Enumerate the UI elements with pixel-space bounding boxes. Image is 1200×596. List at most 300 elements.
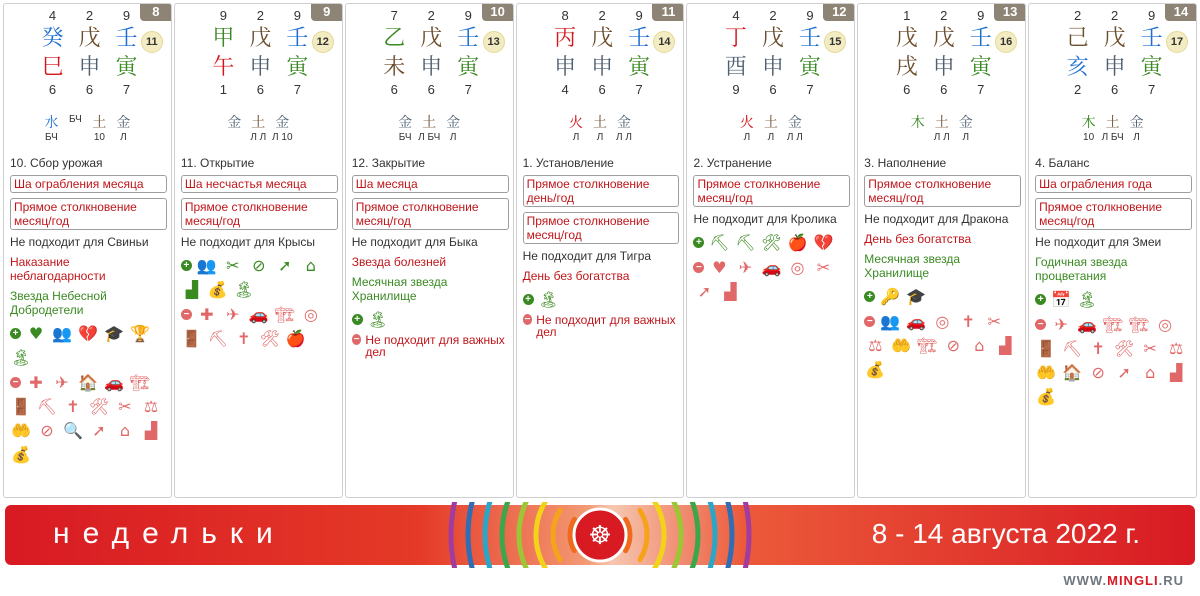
door-icon: 🚪 <box>11 397 31 416</box>
element-glyph: 金 <box>1129 115 1144 131</box>
scissors-icon: ✂ <box>226 256 240 275</box>
earthly-branch: 巳 <box>41 55 64 80</box>
pillar-bottom-number: 6 <box>598 82 606 97</box>
hidden-stem <box>40 114 62 144</box>
sha-warning-box: Прямое столкновение месяц/год <box>864 175 1021 207</box>
day-officer: 10. Сбор урожая <box>10 156 103 170</box>
hidden-stem <box>394 114 416 144</box>
positive-star: Месячная звезда Хранилище <box>351 275 448 303</box>
sha-warning-box: Ша месяца <box>352 175 509 193</box>
heavenly-stem: 戊 <box>1103 26 1126 51</box>
island-icon: 🏝 <box>233 280 255 299</box>
element-glyph: 金 <box>116 115 131 131</box>
hidden-stem <box>271 114 293 144</box>
pillar <box>962 8 999 98</box>
plus-icon: + <box>864 291 875 302</box>
heavenly-stem: 戊 <box>761 26 784 51</box>
pillar-top-number: 9 <box>293 8 301 23</box>
car-icon: 🚗 <box>1077 315 1098 334</box>
rainbow-arc <box>502 502 516 568</box>
grave-icon: ✝ <box>237 329 251 348</box>
element-glyph: 土 <box>422 115 437 131</box>
minus-icon: − <box>864 316 875 327</box>
element-glyph: 火 <box>569 115 583 131</box>
minus-icon: − <box>181 309 192 320</box>
pillar-top-number: 9 <box>635 8 643 23</box>
heavenly-stem: 壬 <box>628 26 651 51</box>
star-sub-label: Л <box>449 132 457 143</box>
earthly-branch: 寅 <box>457 55 480 80</box>
arrow-up-icon: ➚ <box>1117 363 1131 382</box>
day-column[interactable] <box>3 3 172 498</box>
hidden-stems-row <box>687 114 854 144</box>
sha-warning-box: Прямое столкновение месяц/год <box>523 212 680 244</box>
star-sub-label: Л <box>962 132 969 143</box>
negative-star: Наказание неблагодарности <box>10 255 106 283</box>
pillar-bottom-number: 7 <box>464 82 472 97</box>
day-officer: 4. Баланс <box>1035 156 1090 170</box>
pillar-top-number: 9 <box>806 8 814 23</box>
heavenly-stem: 壬 <box>969 26 992 51</box>
not-suitable-for: Не подходит для Кролика <box>693 212 837 226</box>
scales-icon: ⚖ <box>1168 339 1184 358</box>
hidden-stem <box>589 114 611 144</box>
apple-icon: 🍎 <box>285 329 306 348</box>
pillar-top-number: 9 <box>219 8 227 23</box>
plane-icon: ✈ <box>55 373 69 392</box>
day-number-badge: 10 <box>482 3 514 21</box>
lunar-day-badge: 16 <box>995 31 1017 53</box>
sha-warning-box: Прямое столкновение месяц/год <box>1035 198 1192 230</box>
pillar-top-number: 9 <box>977 8 985 23</box>
pillar <box>584 8 621 98</box>
pillar-top-number: 2 <box>427 8 435 23</box>
search-heart-icon: 🔍 <box>63 421 83 440</box>
lunar-day-badge: 12 <box>312 31 334 53</box>
day-column[interactable] <box>857 3 1026 498</box>
day-number-badge: 14 <box>1165 3 1197 21</box>
pillar-top-number: 2 <box>1111 8 1119 23</box>
sha-warning-box: Прямое столкновение день/год <box>523 175 680 207</box>
not-suitable-for: Не подходит для Дракона <box>864 212 1009 226</box>
give-hand-icon: 🤲 <box>11 421 31 440</box>
shovel-icon: ⛏ <box>709 233 730 252</box>
pillar-bottom-number: 6 <box>769 82 777 97</box>
star-sub-label: Л <box>767 132 775 143</box>
hidden-stem <box>442 114 464 144</box>
island-icon: 🏝 <box>10 348 32 367</box>
earthly-branch: 寅 <box>628 55 651 80</box>
trophy-icon: 🏆 <box>130 324 150 343</box>
day-columns <box>3 3 1197 498</box>
pillar <box>1059 8 1096 98</box>
favorable-activities <box>10 323 167 368</box>
pillar <box>621 8 658 98</box>
money-bag-icon: 💰 <box>11 445 31 464</box>
no-eye-icon: ⊘ <box>946 336 960 355</box>
tools-icon: 🛠 <box>761 233 782 252</box>
star-sub-label: БЧ <box>45 132 58 143</box>
medical-icon: ✚ <box>200 305 214 324</box>
pillar-top-number: 2 <box>769 8 777 23</box>
pillar-bottom-number: 6 <box>85 82 94 97</box>
pillar <box>376 8 413 98</box>
hidden-stem <box>1078 114 1100 144</box>
pillar <box>279 8 316 98</box>
home-icon: ⌂ <box>1145 363 1156 382</box>
favorable-activities <box>693 232 850 253</box>
day-officer: 1. Установление <box>522 156 614 170</box>
earthly-branch: 申 <box>78 55 101 80</box>
day-officer: 12. Закрытие <box>351 156 426 170</box>
rings-icon: ◎ <box>303 305 318 324</box>
home-icon: ⌂ <box>305 256 316 275</box>
day-details <box>352 156 509 358</box>
scales-icon: ⚖ <box>868 336 883 355</box>
hidden-stem <box>247 114 269 144</box>
pillar-bottom-number: 6 <box>1111 82 1119 97</box>
people-icon: 👥 <box>880 312 901 331</box>
favorable-activities <box>352 309 509 330</box>
sha-warning-box: Прямое столкновение месяц/год <box>693 175 850 207</box>
give-hand-icon: 🤲 <box>1036 363 1057 382</box>
four-pillars <box>888 8 999 98</box>
star-sub-label: Л Л <box>786 132 803 143</box>
island-icon: 🏝 <box>1077 290 1098 309</box>
earthly-branch: 未 <box>383 55 406 80</box>
negative-star: День без богатства <box>864 232 972 246</box>
pillar-bottom-number: 7 <box>977 82 985 97</box>
banner <box>5 505 1195 565</box>
earthly-branch: 申 <box>249 55 272 80</box>
pillar-bottom-number: 4 <box>561 82 569 97</box>
not-suitable-for: Не подходит для Быка <box>351 235 478 249</box>
minus-icon: − <box>693 262 704 273</box>
element-glyph: 金 <box>617 115 631 131</box>
four-pillars <box>717 8 828 98</box>
star-sub-label: Л БЧ <box>1101 132 1124 143</box>
door-icon: 🚪 <box>1036 339 1057 358</box>
element-glyph: 土 <box>763 115 778 131</box>
heavenly-stem: 戊 <box>895 26 918 51</box>
day-column[interactable] <box>1028 3 1197 498</box>
earthly-branch: 申 <box>554 55 577 80</box>
plus-icon: + <box>10 328 21 339</box>
money-bag-icon: 💰 <box>1036 387 1057 406</box>
rainbow-rings <box>430 502 770 568</box>
star-sub-label: БЧ <box>69 114 82 125</box>
hidden-stem <box>760 114 782 144</box>
heavenly-stem: 丁 <box>724 26 747 51</box>
car-icon: 🚗 <box>248 305 269 324</box>
money-bag-icon: 💰 <box>865 360 886 379</box>
pillar-bottom-number: 6 <box>256 82 264 97</box>
pillar-top-number: 2 <box>256 8 264 23</box>
hidden-stem <box>613 114 635 144</box>
day-officer: 3. Наполнение <box>864 156 947 170</box>
minus-icon: − <box>524 314 531 325</box>
pillar <box>717 8 754 98</box>
pillar <box>1096 8 1133 98</box>
rainbow-arc <box>669 502 681 568</box>
tools-icon: 🛠 <box>259 329 281 348</box>
sha-warning-box: Ша ограбления месяца <box>10 175 167 193</box>
home-icon: ⌂ <box>119 421 131 440</box>
heavenly-stem: 丙 <box>554 26 577 51</box>
shovel-icon: ⛏ <box>36 397 58 416</box>
pillar <box>791 8 828 98</box>
star-sub-label: Л Л <box>250 132 267 143</box>
pillar <box>450 8 487 98</box>
hidden-stems-row <box>858 114 1025 144</box>
star-sub-label: Л БЧ <box>418 132 441 143</box>
element-glyph: 土 <box>92 115 107 131</box>
stairs-icon: ▟ <box>999 336 1012 355</box>
sha-warning-box: Прямое столкновение месяц/год <box>10 198 167 230</box>
pillar <box>754 8 791 98</box>
day-column[interactable] <box>516 3 685 498</box>
people-icon: 👥 <box>196 256 217 275</box>
broken-heart-icon: 💔 <box>78 324 98 343</box>
day-number-badge: 8 <box>140 3 172 21</box>
pillar-bottom-number: 7 <box>1148 82 1156 97</box>
heavenly-stem: 壬 <box>457 26 480 51</box>
day-column[interactable] <box>174 3 343 498</box>
rainbow-arc <box>698 502 715 568</box>
not-suitable-for: Не подходит для Тигра <box>522 249 652 263</box>
pillar-top-number: 4 <box>732 8 740 23</box>
pillar <box>71 8 108 98</box>
pillar-bottom-number: 6 <box>903 82 911 97</box>
crane-icon: 🏗 <box>274 305 296 324</box>
negative-star: Звезда болезней <box>351 255 447 269</box>
element-glyph: 木 <box>910 115 925 131</box>
pillar-bottom-number: 7 <box>635 82 643 97</box>
plane-icon: ✈ <box>226 305 240 324</box>
tools-icon: 🛠 <box>88 397 110 416</box>
pillar <box>242 8 279 98</box>
home-key-icon: 🔑 <box>880 287 901 306</box>
site-url[interactable] <box>1063 573 1184 588</box>
shovel-icon: ⛏ <box>735 233 756 252</box>
earthly-branch: 寅 <box>969 55 992 80</box>
minus-icon: − <box>353 334 360 345</box>
plus-icon: + <box>352 314 363 325</box>
hidden-stems-row <box>4 114 171 144</box>
rainbow-arc <box>536 502 545 568</box>
grave-icon: ✝ <box>961 312 975 331</box>
star-sub-label: Л <box>1133 132 1140 143</box>
pillar-bottom-number: 7 <box>293 82 301 97</box>
banner-title: недельки <box>53 517 286 550</box>
rings-icon: ◎ <box>935 312 950 331</box>
element-glyph: 金 <box>446 115 461 131</box>
banner-dates: 8 - 14 августа 2022 г. <box>871 518 1140 549</box>
day-details <box>864 156 1021 384</box>
element-glyph: 土 <box>251 115 266 131</box>
element-glyph: 金 <box>787 115 802 131</box>
arrow-up-icon: ➚ <box>697 282 712 301</box>
four-pillars <box>376 8 487 98</box>
pillar-top-number: 9 <box>122 8 131 23</box>
day-details <box>1035 156 1192 411</box>
earthly-branch: 申 <box>761 55 784 80</box>
pillar-bottom-number: 9 <box>732 82 740 97</box>
graduate-icon: 🎓 <box>906 287 927 306</box>
day-column[interactable] <box>686 3 855 498</box>
lunar-day-badge: 11 <box>141 31 163 53</box>
calendar-icon: 📅 <box>1051 290 1072 309</box>
positive-star: Месячная звезда Хранилище <box>864 252 961 280</box>
hidden-stem <box>1102 114 1124 144</box>
rings-icon: ◎ <box>1158 315 1173 334</box>
lunar-day-badge: 14 <box>653 31 675 53</box>
home-icon: ⌂ <box>974 336 985 355</box>
pillar-top-number: 9 <box>1148 8 1156 23</box>
day-officer: 2. Устранение <box>693 156 772 170</box>
island-icon: 🏝 <box>538 290 559 309</box>
door-icon: 🚪 <box>181 329 202 348</box>
day-column[interactable] <box>345 3 514 498</box>
crane-icon: 🏗 <box>1103 315 1124 334</box>
day-number-badge: 11 <box>652 3 684 21</box>
scissors-icon: ✂ <box>987 312 1001 331</box>
earthly-branch: 寅 <box>115 55 138 80</box>
rainbow-arc <box>655 502 664 568</box>
crane-icon: 🏗 <box>129 373 151 392</box>
heavenly-stem: 壬 <box>1140 26 1163 51</box>
not-suitable-for: Не подходит для Крысы <box>180 235 316 249</box>
heavenly-stem: 癸 <box>41 26 64 51</box>
pillar-top-number: 7 <box>390 8 398 23</box>
earthly-branch: 申 <box>1103 55 1126 80</box>
star-sub-label: Л <box>572 132 580 143</box>
plus-icon: + <box>1035 294 1046 305</box>
people-icon: 👥 <box>52 324 72 343</box>
rainbow-arc <box>684 502 698 568</box>
pillar <box>888 8 925 98</box>
house-icon: 🏠 <box>78 373 98 392</box>
day-details <box>523 156 680 338</box>
day-number-badge: 13 <box>994 3 1026 21</box>
tools-icon: 🛠 <box>1114 339 1135 358</box>
pillar-bottom-number: 6 <box>940 82 948 97</box>
rainbow-arc <box>519 502 531 568</box>
favorable-activities <box>523 289 680 310</box>
element-glyph: 火 <box>739 115 754 131</box>
rainbow-arc <box>485 502 502 568</box>
hidden-stem <box>907 114 929 144</box>
earthly-branch: 酉 <box>724 55 747 80</box>
pillar <box>108 8 145 98</box>
plus-icon: + <box>181 260 192 271</box>
crane-icon: 🏗 <box>917 336 938 355</box>
house-icon: 🏠 <box>1062 363 1083 382</box>
hidden-stems-row <box>346 114 513 144</box>
star-sub-label: Л <box>743 132 751 143</box>
unfavorable-activities <box>864 311 1021 380</box>
heavenly-stem: 戊 <box>932 26 955 51</box>
hidden-stem <box>418 114 440 144</box>
pillar-bottom-number: 6 <box>390 82 398 97</box>
element-glyph: 土 <box>934 115 949 131</box>
stairs-icon: ▟ <box>1170 363 1183 382</box>
star-sub-label: БЧ <box>398 132 412 143</box>
not-for-text: Не подходит для важных дел <box>536 313 676 339</box>
car-icon: 🚗 <box>761 258 782 277</box>
sha-warning-box: Ша ограбления года <box>1035 175 1192 193</box>
element-glyph: 土 <box>1105 115 1120 131</box>
hidden-stem <box>112 114 134 144</box>
hidden-stem <box>784 114 806 144</box>
site-brand: MINGLI <box>1107 573 1159 588</box>
not-for-important-matters <box>523 314 680 338</box>
plane-icon: ✈ <box>1054 315 1068 334</box>
heart-icon: ♥ <box>28 324 44 343</box>
broken-heart-icon: 💔 <box>813 233 834 252</box>
lunar-day-badge: 13 <box>483 31 505 53</box>
pillar-top-number: 2 <box>598 8 606 23</box>
element-glyph: 水 <box>44 115 59 131</box>
unfavorable-activities <box>693 257 850 302</box>
pillar-bottom-number: 7 <box>122 82 131 97</box>
arrow-up-icon: ➚ <box>278 256 292 275</box>
pillar-bottom-number: 1 <box>219 82 227 97</box>
not-for-important-matters <box>352 334 509 358</box>
pillar-top-number: 2 <box>940 8 948 23</box>
heavenly-stem: 甲 <box>212 26 235 51</box>
hidden-stem <box>931 114 953 144</box>
unfavorable-activities <box>181 304 338 349</box>
unfavorable-activities <box>10 372 167 465</box>
heavenly-stem: 戊 <box>420 26 443 51</box>
pillar <box>925 8 962 98</box>
island-icon: 🏝 <box>367 310 388 329</box>
car-icon: 🚗 <box>104 373 124 392</box>
plus-icon: + <box>523 294 534 305</box>
favorable-activities <box>1035 289 1192 310</box>
heavenly-stem: 壬 <box>798 26 821 51</box>
element-glyph: 金 <box>958 115 973 131</box>
minus-icon: − <box>10 377 21 388</box>
give-hand-icon: 🤲 <box>891 336 912 355</box>
pillar-top-number: 2 <box>1074 8 1082 23</box>
no-eye-icon: ⊘ <box>252 256 266 275</box>
hidden-stem <box>736 114 758 144</box>
pillar-top-number: 9 <box>464 8 472 23</box>
element-glyph: 木 <box>1081 115 1096 131</box>
sha-warning-box: Прямое столкновение месяц/год <box>181 198 338 230</box>
hidden-stem <box>64 114 86 144</box>
no-eye-icon: ⊘ <box>40 421 54 440</box>
hidden-stem <box>1126 114 1148 144</box>
heart-icon: ♥ <box>712 258 727 277</box>
pillar <box>34 8 71 98</box>
not-suitable-for: Не подходит для Змеи <box>1035 235 1162 249</box>
heavenly-stem: 己 <box>1066 26 1089 51</box>
no-eye-icon: ⊘ <box>1091 363 1105 382</box>
pillar-top-number: 8 <box>561 8 569 23</box>
rainbow-arc <box>553 510 560 559</box>
heavenly-stem: 乙 <box>383 26 406 51</box>
pillar-top-number: 1 <box>903 8 911 23</box>
negative-star: День без богатства <box>522 269 630 283</box>
element-glyph: 土 <box>593 115 607 131</box>
grave-icon: ✝ <box>1091 339 1105 358</box>
hidden-stem <box>955 114 977 144</box>
earthly-branch: 戌 <box>895 55 918 80</box>
pillar-top-number: 2 <box>85 8 94 23</box>
